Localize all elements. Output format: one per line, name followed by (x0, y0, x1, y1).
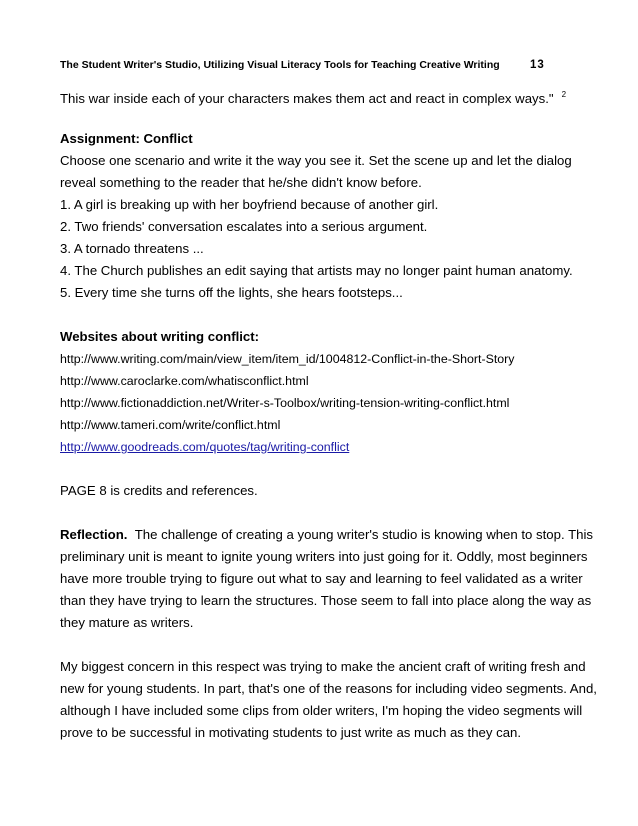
scenario-item: 2. Two friends' conversation escalates into a serious argument. (60, 219, 428, 234)
website-url: http://www.fictionaddiction.net/Writer-s-Toolbox/writing-tension-writing-conflict.html (60, 396, 510, 410)
scenario-item: 5. Every time she turns off the lights, she hears footsteps... (60, 285, 403, 300)
assignment-heading: Assignment: Conflict (60, 131, 193, 146)
footnote-marker[interactable]: 2 (561, 90, 567, 99)
website-url: http://www.tameri.com/write/conflict.html (60, 418, 281, 432)
credits-note: PAGE 8 is credits and references. (60, 483, 258, 498)
reflection-line: preliminary unit is meant to ignite young writers into just going for it. Oddly, most beginners (60, 549, 588, 564)
reflection-line: they mature as writers. (60, 615, 194, 630)
page-number: 13 (530, 59, 545, 71)
reflection-label: Reflection. (60, 527, 128, 542)
assignment-line: reveal something to the reader that he/she didn't know before. (60, 175, 422, 190)
website-url: http://www.writing.com/main/view_item/item_id/1004812-Conflict-in-the-Short-Story (60, 352, 515, 366)
intro-line (60, 84, 570, 106)
scenario-item: 4. The Church publishes an edit saying that artists may no longer paint human anatomy. (60, 263, 573, 278)
scenario-item: 3. A tornado threatens ... (60, 241, 204, 256)
page-body (60, 84, 597, 744)
reflection-line: than they have trying to learn the structures. Those seem to fall into place along the way as (60, 593, 592, 608)
intro-text: This war inside each of your characters makes them act and react in complex ways." (60, 91, 554, 106)
concern-line: although I have included some clips from older writers, I'm hoping the video segments will (60, 703, 583, 718)
running-header (60, 59, 546, 71)
websites-heading: Websites about writing conflict: (60, 329, 260, 344)
reflection-line: have more trouble trying to figure out what to say and learning to feel validated as a writer (60, 571, 583, 586)
header-title: The Student Writer's Studio, Utilizing Visual Literacy Tools for Teaching Creative Writing (60, 59, 500, 71)
concern-line: new for young students. In part, that's one of the reasons for including video segments. And, (60, 681, 597, 696)
concern-line: prove to be successful in motivating students to just write as much as they can. (60, 725, 522, 740)
reflection-text: The challenge of creating a young writer's studio is knowing when to stop. This (134, 527, 593, 542)
concern-line: My biggest concern in this respect was trying to make the ancient craft of writing fresh and (60, 659, 586, 674)
website-url: http://www.caroclarke.com/whatisconflict.html (60, 374, 309, 388)
goodreads-link[interactable]: http://www.goodreads.com/quotes/tag/writing-conflict (60, 440, 350, 454)
scenario-item: 1. A girl is breaking up with her boyfriend because of another girl. (60, 197, 439, 212)
assignment-line: Choose one scenario and write it the way you see it. Set the scene up and let the dialog (60, 153, 572, 168)
reflection-line (60, 524, 593, 546)
